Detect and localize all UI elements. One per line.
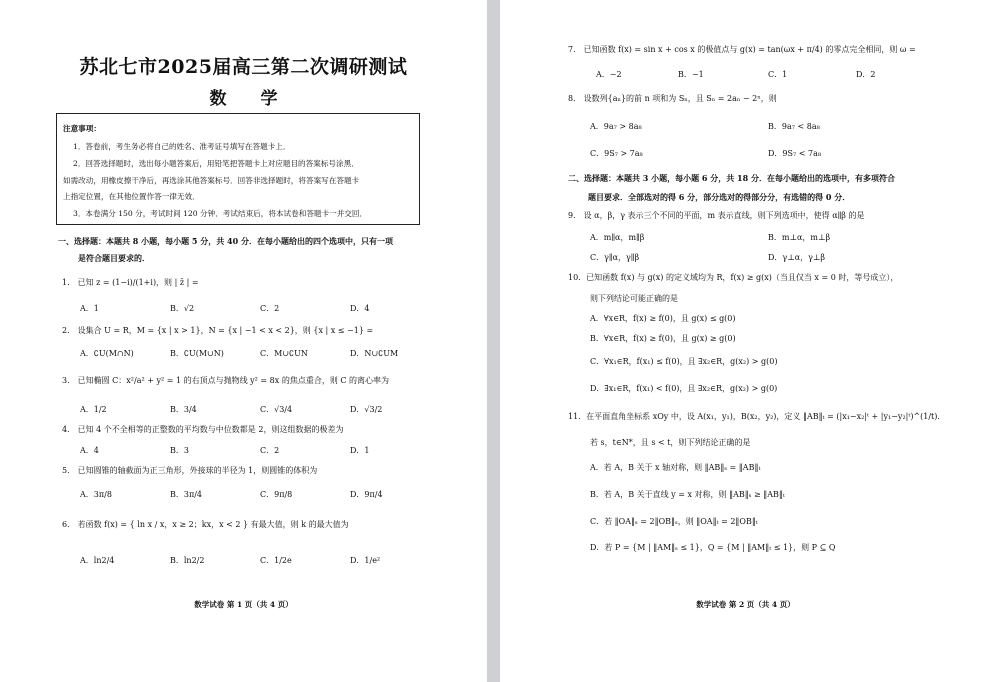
section1-heading-cont: 是符合题目要求的． xyxy=(78,253,150,263)
question-6-option-c: C．1/2e xyxy=(260,556,292,565)
question-5-option-b: B．3π/4 xyxy=(170,490,203,499)
section2-heading: 二、选择题：本题共 3 小题，每小题 6 分，共 18 分．在每小题给出的选项中，有多项符合 xyxy=(568,173,895,183)
question-8-stem: 8． 设数列{aₙ}的前 n 项和为 Sₙ，且 Sₙ = 2aₙ − 2ⁿ，则 xyxy=(568,94,777,103)
question-7-stem: 7． 已知函数 f(x) = sin x + cos x 的极值点与 g(x) = tan(ωx + π/4) 的零点完全相同，则 ω = xyxy=(568,45,916,54)
question-7-option-c: C．1 xyxy=(768,70,788,79)
question-5-option-d: D．9π/4 xyxy=(350,490,383,499)
question-4-stem: 4． 已知 4 个不全相等的正整数的平均数与中位数都是 2，则这组数据的极差为 xyxy=(62,425,344,434)
question-4-option-b: B．3 xyxy=(170,446,189,455)
page-footer: 数学试卷 第 2 页（共 4 页） xyxy=(696,600,795,609)
question-11-option-b: B．若 A，B 关于直线 y = x 对称，则 ‖AB‖ₛ ≥ ‖AB‖ₜ xyxy=(590,490,785,499)
question-9-option-b: B．m⊥α，m⊥β xyxy=(768,233,831,242)
question-8-option-c: C．9S₇ > 7a₈ xyxy=(590,149,643,158)
question-9-option-d: D．γ⊥α，γ⊥β xyxy=(768,253,826,262)
question-11-option-a: A．若 A，B 关于 x 轴对称，则 ‖AB‖ₛ = ‖AB‖ₜ xyxy=(590,463,761,472)
question-4-option-c: C．2 xyxy=(260,446,280,455)
question-2-option-b: B．∁U(M∪N) xyxy=(170,349,224,358)
question-7-option-a: A．−2 xyxy=(596,70,622,79)
question-10-stem-cont: 则下列结论可能正确的是 xyxy=(590,294,678,303)
question-7-option-d: D．2 xyxy=(856,70,876,79)
question-2-option-c: C．M∪∁UN xyxy=(260,349,308,358)
question-2-option-a: A．∁U(M∩N) xyxy=(80,349,134,358)
notice-line: 上指定位置，在其他位置作答一律无效． xyxy=(63,192,200,201)
question-4-option-a: A．4 xyxy=(80,446,99,455)
question-8-option-b: B．9a₇ < 8a₈ xyxy=(768,122,820,131)
notice-box xyxy=(56,113,420,225)
question-5-option-a: A．3π/8 xyxy=(80,490,112,499)
exam-title: 苏北七市2025届高三第二次调研测试 xyxy=(79,56,408,78)
question-6-option-a: A．ln2/4 xyxy=(80,556,115,565)
question-9-stem: 9． 设 α，β，γ 表示三个不同的平面，m 表示直线，则下列选项中，使得 α∥β 的是 xyxy=(568,211,865,220)
question-1-option-c: C．2 xyxy=(260,304,280,313)
question-8-option-d: D．9S₇ < 7a₈ xyxy=(768,149,822,158)
question-6-option-d: D．1/e² xyxy=(350,556,381,565)
notice-line: 3．本卷满分 150 分，考试时间 120 分钟．考试结束后，将本试卷和答题卡一并交回． xyxy=(73,209,368,218)
question-1-option-a: A．1 xyxy=(80,304,99,313)
section1-heading: 一、选择题：本题共 8 小题，每小题 5 分，共 40 分．在每小题给出的四个选项中，只有一项 xyxy=(58,236,393,246)
section2-heading-cont: 题目要求．全部选对的得 6 分，部分选对的得部分分，有选错的得 0 分． xyxy=(588,192,851,202)
exam-page-2 xyxy=(500,0,991,682)
question-3-option-d: D．√3/2 xyxy=(350,405,383,414)
question-3-option-a: A．1/2 xyxy=(80,405,107,414)
question-2-stem: 2． 设集合 U = R，M = {x | x > 1}，N = {x | −1 < x < 2}，则 {x | x ≤ −1} = xyxy=(62,326,374,335)
question-4-option-d: D．1 xyxy=(350,446,370,455)
notice-line: 1．答卷前，考生务必将自己的姓名、准考证号填写在答题卡上． xyxy=(73,142,291,151)
question-6-option-b: B．ln2/2 xyxy=(170,556,205,565)
question-3-stem: 3． 已知椭圆 C：x²/a² + y² = 1 的右顶点与抛物线 y² = 8x 的焦点重合，则 C 的离心率为 xyxy=(62,376,390,385)
page-footer: 数学试卷 第 1 页（共 4 页） xyxy=(194,600,293,609)
question-11-option-c: C．若 ‖OA‖ₛ = 2‖OB‖ₛ，则 ‖OA‖ₜ = 2‖OB‖ₜ xyxy=(590,517,758,526)
question-10-option-d: D．∃x₁∈R，f(x₁) < f(0)，且 ∃x₂∈R，g(x₂) > g(0) xyxy=(590,384,778,393)
question-2-option-d: D．N∪∁UM xyxy=(350,349,399,358)
page-gutter xyxy=(487,0,500,682)
question-1-option-b: B．√2 xyxy=(170,304,195,313)
question-11-stem-cont: 若 s，t∈N*，且 s < t，则下列结论正确的是 xyxy=(590,438,751,447)
question-5-option-c: C．9π/8 xyxy=(260,490,293,499)
question-10-option-a: A．∀x∈R，f(x) ≥ f(0)，且 g(x) ≤ g(0) xyxy=(590,314,736,323)
question-3-option-b: B．3/4 xyxy=(170,405,197,414)
question-1-stem: 1． 已知 z = (1−i)/(1+i)，则 | z̄ | = xyxy=(62,278,199,287)
question-11-option-d: D．若 P = {M | ‖AM‖ₛ ≤ 1}，Q = {M | ‖AM‖ₜ ≤ 1}，则 P ⊆ Q xyxy=(590,543,836,552)
subject-title: 数 学 xyxy=(209,89,292,109)
question-8-option-a: A．9a₇ > 8a₈ xyxy=(590,122,642,131)
question-1-option-d: D．4 xyxy=(350,304,370,313)
question-11-stem: 11．在平面直角坐标系 xOy 中，设 A(x₁，y₁)，B(x₂，y₂)，定义 ‖AB‖ₜ = (|x₁−x₂|ᵗ + |y₁−y₂|ᵗ)^(1/t)． xyxy=(568,412,946,421)
question-3-option-c: C．√3/4 xyxy=(260,405,293,414)
question-9-option-a: A．m∥α，m∥β xyxy=(590,233,645,242)
notice-heading: 注意事项： xyxy=(63,124,101,133)
question-10-option-b: B．∀x∈R，f(x) ≥ f(0)，且 g(x) ≥ g(0) xyxy=(590,334,736,343)
notice-line: 如需改动，用橡皮擦干净后，再选涂其他答案标号．回答非选择题时，将答案写在答题卡 xyxy=(63,176,360,185)
exam-page-1 xyxy=(0,0,487,682)
question-10-option-c: C．∀x₁∈R，f(x₁) ≤ f(0)，且 ∃x₂∈R，g(x₂) > g(0) xyxy=(590,357,778,366)
question-6-stem: 6． 若函数 f(x) = { ln x / x，x ≥ 2；kx，x < 2 } 有最大值，则 k 的最大值为 xyxy=(62,520,349,529)
question-10-stem: 10．已知函数 f(x) 与 g(x) 的定义域均为 R，f(x) ≥ g(x)（当且仅当 x = 0 时，等号成立）， xyxy=(568,273,899,282)
question-7-option-b: B．−1 xyxy=(678,70,704,79)
notice-line: 2．回答选择题时，选出每小题答案后，用铅笔把答题卡上对应题目的答案标号涂黑． xyxy=(73,159,359,168)
question-5-stem: 5． 已知圆锥的轴截面为正三角形，外接球的半径为 1，则圆锥的体积为 xyxy=(62,466,318,475)
question-9-option-c: C．γ∥α，γ∥β xyxy=(590,253,640,262)
